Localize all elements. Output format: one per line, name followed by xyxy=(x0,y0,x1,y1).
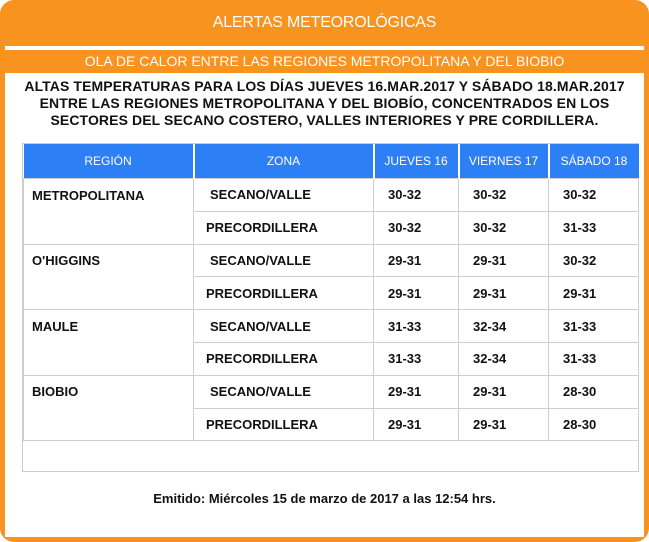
alert-description xyxy=(5,78,644,129)
zona-cell: PRECORDILLERA xyxy=(194,342,374,375)
temp-cell: 29-31 xyxy=(459,375,549,408)
zona-cell: SECANO/VALLE xyxy=(194,179,374,212)
temp-cell: 29-31 xyxy=(374,244,459,277)
temp-cell: 29-31 xyxy=(459,244,549,277)
table-row xyxy=(24,179,639,212)
table-row xyxy=(24,310,639,343)
table-row xyxy=(24,277,639,310)
zona-cell: PRECORDILLERA xyxy=(194,408,374,441)
region-cell xyxy=(24,342,194,375)
temp-cell: 31-33 xyxy=(374,310,459,343)
zona-cell: SECANO/VALLE xyxy=(194,310,374,343)
table-row xyxy=(24,375,639,408)
table-row xyxy=(24,342,639,375)
temp-cell: 30-32 xyxy=(549,179,639,212)
temp-cell: 28-30 xyxy=(549,375,639,408)
temp-cell: 30-32 xyxy=(374,211,459,244)
region-cell: BIOBIO xyxy=(24,375,194,408)
issued-timestamp: Emitido: Miércoles 15 de marzo de 2017 a las 12:54 hrs. xyxy=(153,491,496,506)
region-cell: METROPOLITANA xyxy=(24,179,194,212)
region-cell xyxy=(24,211,194,244)
column-header-region: REGIÓN xyxy=(24,144,194,179)
region-cell xyxy=(24,408,194,441)
column-header-sabado: SÁBADO 18 xyxy=(549,144,639,179)
description-line: ENTRE LAS REGIONES METROPOLITANA Y DEL BIOBÍO, CONCENTRADOS EN LOS xyxy=(39,95,610,111)
region-cell xyxy=(24,277,194,310)
column-header-viernes: VIERNES 17 xyxy=(459,144,549,179)
region-cell: MAULE xyxy=(24,310,194,343)
table-row xyxy=(24,244,639,277)
temperature-table xyxy=(22,143,639,472)
zona-cell: SECANO/VALLE xyxy=(194,244,374,277)
panel-body xyxy=(5,46,644,537)
temp-cell: 31-33 xyxy=(549,310,639,343)
table-row xyxy=(24,211,639,244)
temp-cell: 30-32 xyxy=(459,211,549,244)
temp-cell: 29-31 xyxy=(459,408,549,441)
temp-cell: 29-31 xyxy=(374,408,459,441)
temp-cell: 29-31 xyxy=(374,277,459,310)
temp-cell: 31-33 xyxy=(549,342,639,375)
temp-cell: 28-30 xyxy=(549,408,639,441)
temp-cell: 32-34 xyxy=(459,310,549,343)
column-header-zona: ZONA xyxy=(194,144,374,179)
panel-title: ALERTAS METEOROLÓGICAS xyxy=(212,14,437,31)
temp-cell: 29-31 xyxy=(549,277,639,310)
temp-cell: 29-31 xyxy=(374,375,459,408)
table-row xyxy=(24,408,639,441)
temp-cell: 31-33 xyxy=(549,211,639,244)
alert-title: OLA DE CALOR ENTRE LAS REGIONES METROPOLITANA Y DEL BIOBIO xyxy=(5,50,644,73)
description-line: ALTAS TEMPERATURAS PARA LOS DÍAS JUEVES 16.MAR.2017 Y SÁBADO 18.MAR.2017 xyxy=(24,78,625,94)
zona-cell: PRECORDILLERA xyxy=(194,277,374,310)
table-header-row xyxy=(24,144,639,179)
column-header-jueves: JUEVES 16 xyxy=(374,144,459,179)
region-cell: O'HIGGINS xyxy=(24,244,194,277)
temp-cell: 30-32 xyxy=(374,179,459,212)
temp-cell: 29-31 xyxy=(459,277,549,310)
temp-cell: 30-32 xyxy=(459,179,549,212)
description-line: SECTORES DEL SECANO COSTERO, VALLES INTERIORES Y PRE CORDILLERA. xyxy=(50,112,599,128)
temp-cell: 30-32 xyxy=(549,244,639,277)
zona-cell: SECANO/VALLE xyxy=(194,375,374,408)
temp-cell: 31-33 xyxy=(374,342,459,375)
zona-cell: PRECORDILLERA xyxy=(194,211,374,244)
temp-cell: 32-34 xyxy=(459,342,549,375)
